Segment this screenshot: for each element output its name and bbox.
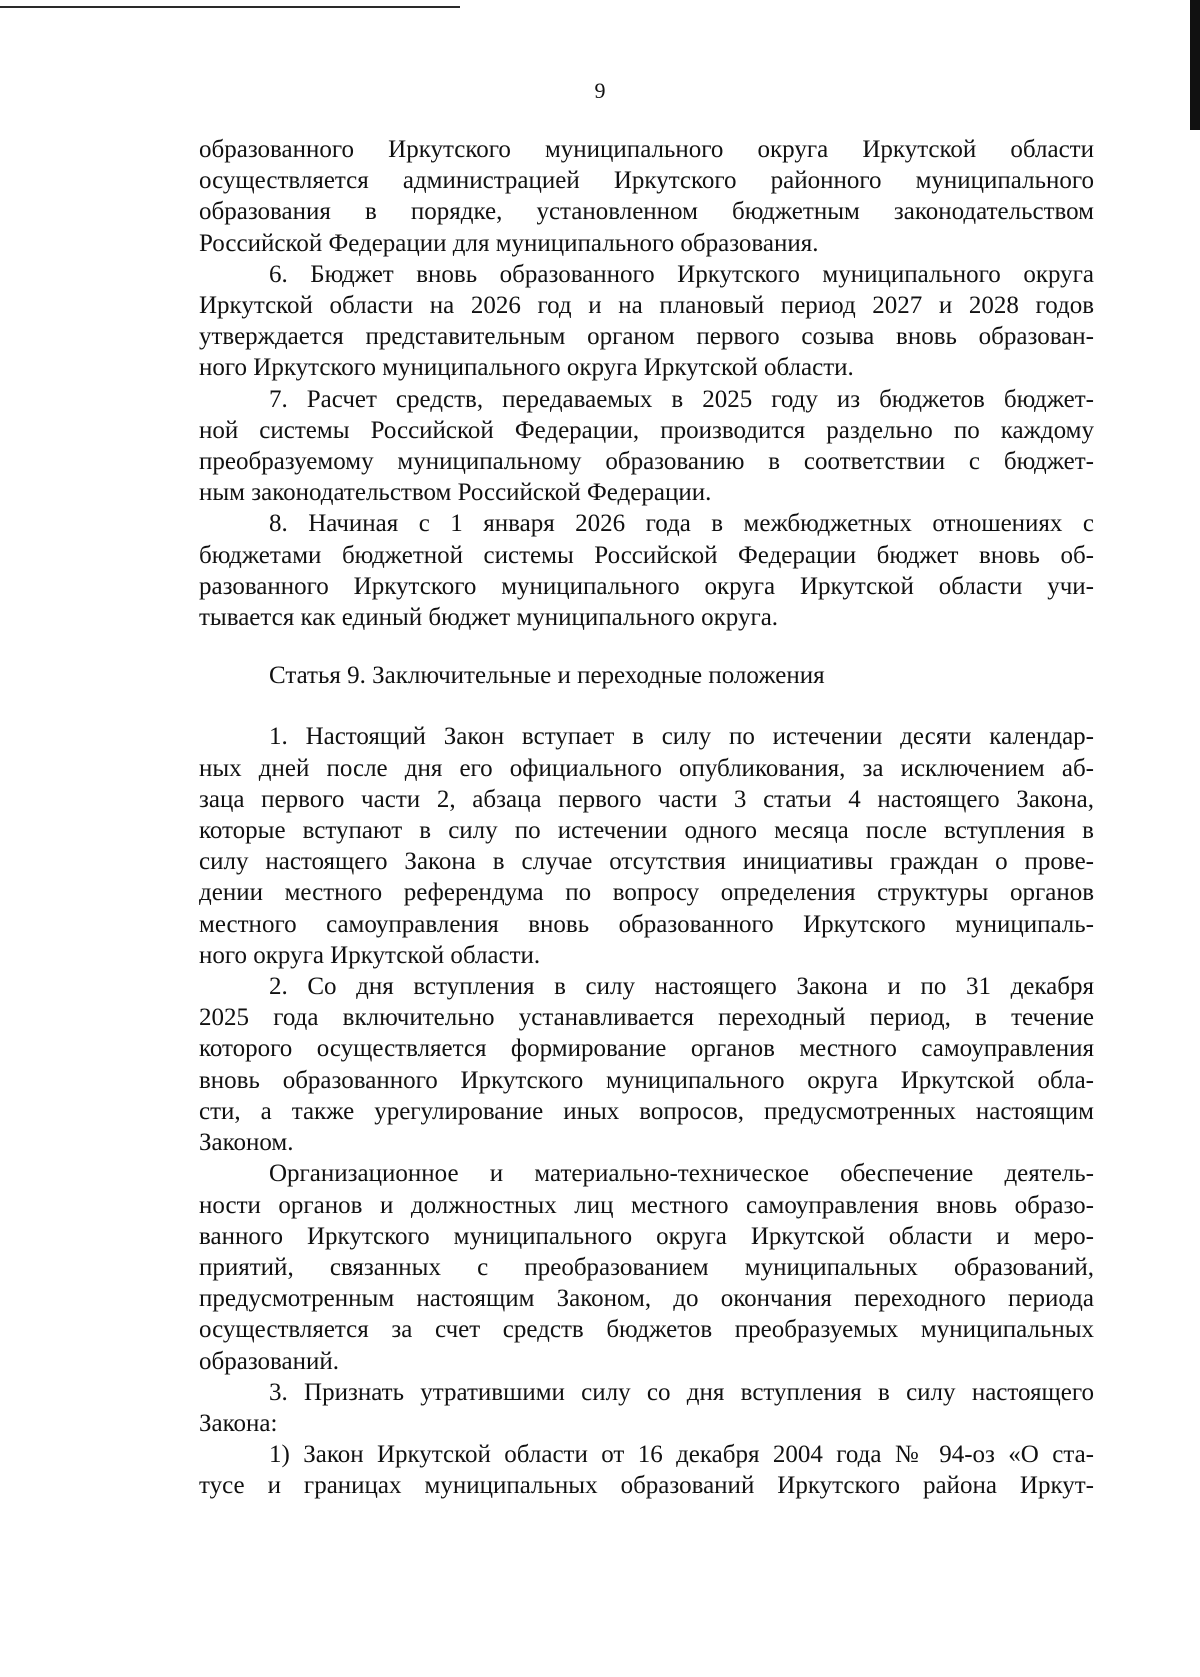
text-line: ванного Иркутского муниципального округа Иркутской области и меро-	[199, 1222, 1094, 1250]
text-line: осуществляется администрацией Иркутского районного муниципального	[199, 167, 1094, 195]
text-line: дении местного референдума по вопросу определения структуры органов	[199, 879, 1094, 907]
text-line: которые вступают в силу по истечении одного месяца после вступления в	[199, 817, 1094, 845]
scan-edge-line	[0, 6, 460, 8]
text-line: приятий, связанных с преобразованием муниципальных образований,	[199, 1253, 1094, 1281]
text-line: ности органов и должностных лиц местного самоуправления вновь образо-	[199, 1191, 1094, 1219]
text-line: Законом.	[199, 1129, 294, 1157]
text-line: разованного Иркутского муниципального округа Иркутской области учи-	[199, 572, 1094, 600]
text-line: 8. Начиная с 1 января 2026 года в межбюджетных отношениях с	[269, 510, 1094, 538]
text-line: заца первого части 2, абзаца первого части 3 статьи 4 настоящего Закона,	[199, 785, 1094, 813]
text-line: Закона:	[199, 1409, 278, 1437]
text-line: ным законодательством Российской Федерации.	[199, 479, 712, 507]
article-item-2-continuation	[199, 1158, 1094, 1376]
text-line: 7. Расчет средств, передаваемых в 2025 году из бюджетов бюджет-	[269, 385, 1094, 413]
text-line: предусмотренным настоящим Законом, до окончания переходного периода	[199, 1285, 1094, 1313]
text-line: 2. Со дня вступления в силу настоящего Закона и по 31 декабря	[269, 973, 1094, 1001]
text-line: 2025 года включительно устанавливается переходный период, в течение	[199, 1004, 1094, 1032]
scan-edge-bar	[1190, 0, 1200, 130]
text-line: Организационное и материально-техническое обеспечение деятель-	[269, 1160, 1094, 1188]
paragraph-item-7	[199, 384, 1094, 509]
paragraph-item-8	[199, 508, 1094, 633]
text-line: силу настоящего Закона в случае отсутствия инициативы граждан о прове-	[199, 848, 1094, 876]
text-line: ных дней после дня его официального опубликования, за исключением аб-	[199, 754, 1094, 782]
text-line: ного округа Иркутской области.	[199, 941, 541, 969]
text-line: ного Иркутского муниципального округа Иркутской области.	[199, 354, 854, 382]
text-line: образованного Иркутского муниципального округа Иркутской области	[199, 136, 1094, 163]
text-line: образований.	[199, 1347, 340, 1375]
text-line: которого осуществляется формирование органов местного самоуправления	[199, 1035, 1094, 1063]
text-line: осуществляется за счет средств бюджетов преобразуемых муниципальных	[199, 1316, 1094, 1344]
text-line: Иркутской области на 2026 год и на плановый период 2027 и 2028 годов	[199, 292, 1094, 320]
text-line: Российской Федерации для муниципального образования.	[199, 229, 819, 257]
text-line: сти, а также урегулирование иных вопросов, предусмотренных настоящим	[199, 1097, 1094, 1125]
article-item-3	[199, 1377, 1094, 1439]
text-line: 1) Закон Иркутской области от 16 декабря 2004 года № 94-оз «О ста-	[269, 1441, 1094, 1469]
article-heading: Статья 9. Заключительные и переходные положения	[269, 662, 825, 690]
text-line: тывается как единый бюджет муниципального округа.	[199, 604, 779, 632]
article-item-1	[199, 721, 1094, 971]
text-line: утверждается представительным органом первого созыва вновь образован-	[199, 323, 1094, 351]
document-body	[199, 134, 1094, 1502]
text-line: вновь образованного Иркутского муниципального округа Иркутской обла-	[199, 1066, 1094, 1094]
article-item-2	[199, 971, 1094, 1158]
text-line: 6. Бюджет вновь образованного Иркутского муниципального округа	[269, 260, 1094, 288]
text-line: местного самоуправления вновь образованного Иркутского муниципаль-	[199, 910, 1094, 938]
text-line: тусе и границах муниципальных образований Иркутского района Иркут-	[199, 1472, 1094, 1500]
text-line: преобразуемому муниципальному образованию в соответствии с бюджет-	[199, 448, 1094, 476]
paragraph-continuation	[199, 134, 1094, 259]
page-number: 9	[594, 78, 606, 103]
paragraph-item-6	[199, 259, 1094, 384]
text-line: образования в порядке, установленном бюджетным законодательством	[199, 198, 1094, 226]
text-line: бюджетами бюджетной системы Российской Федерации бюджет вновь об-	[199, 541, 1094, 569]
article-item-3-1	[199, 1439, 1094, 1501]
text-line: 3. Признать утратившими силу со дня вступления в силу настоящего	[269, 1378, 1094, 1406]
text-line: 1. Настоящий Закон вступает в силу по истечении десяти календар-	[269, 723, 1094, 751]
text-line: ной системы Российской Федерации, производится раздельно по каждому	[199, 416, 1094, 444]
